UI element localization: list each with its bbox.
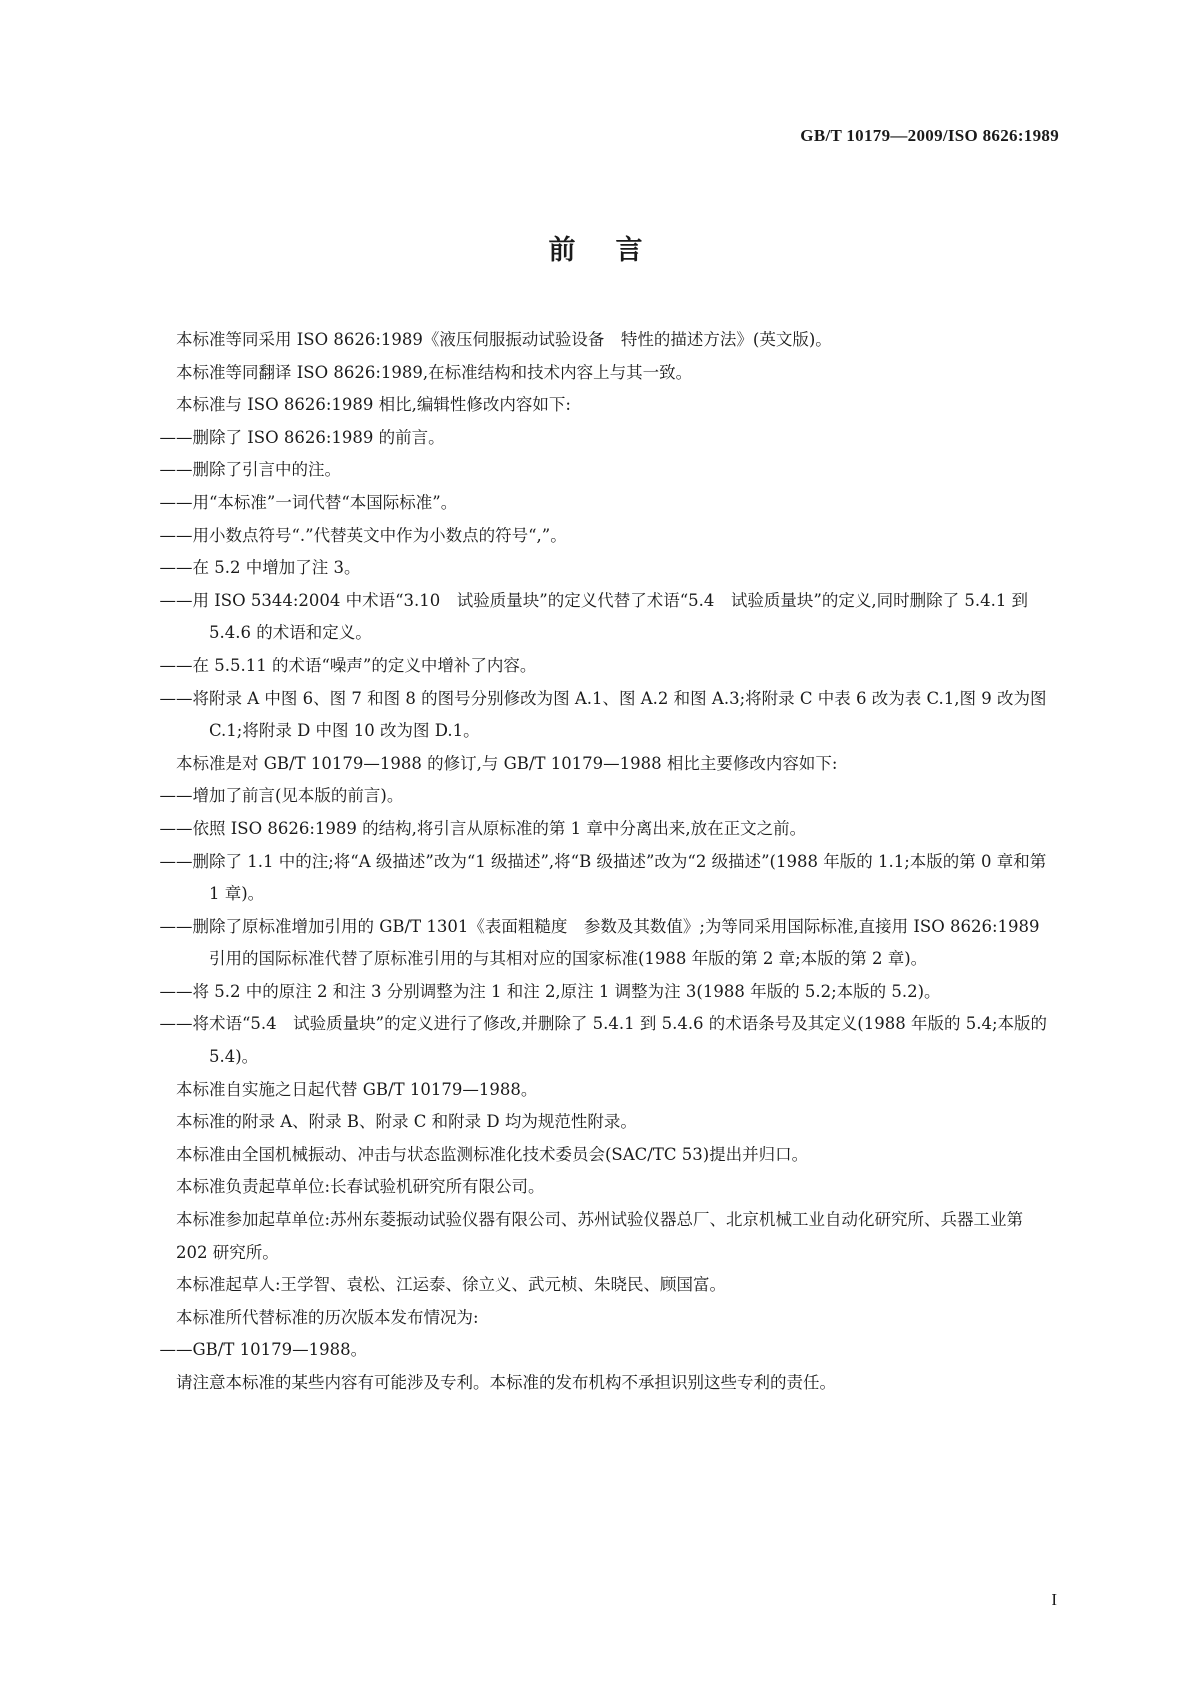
paragraph: 本标准的附录 A、附录 B、附录 C 和附录 D 均为规范性附录。 <box>176 1112 637 1132</box>
paragraph: 本标准所代替标准的历次版本发布情况为: <box>176 1307 479 1327</box>
paragraph: 本标准参加起草单位:苏州东菱振动试验仪器有限公司、苏州试验仪器总厂、北京机械工业自动化研究所、兵器工业第 202 研究所。 <box>176 1210 1024 1262</box>
list-item: ——将术语“5.4 试验质量块”的定义进行了修改,并删除了 5.4.1 到 5.4.6 的术语条号及其定义(1988 年版的 5.4;本版的 5.4)。 <box>159 1014 1048 1067</box>
standard-code: GB/T 10179—2009/ISO 8626:1989 <box>800 126 1059 145</box>
list-item: ——依照 ISO 8626:1989 的结构,将引言从原标准的第 1 章中分离出来,放在正文之前。 <box>159 818 807 838</box>
list-item: ——删除了 1.1 中的注;将“A 级描述”改为“1 级描述”,将“B 级描述”改为“2 级描述”(1988 年版的 1.1;本版的第 0 章和第 1 章)。 <box>159 851 1047 904</box>
list-item: ——用小数点符号“.”代替英文中作为小数点的符号“,”。 <box>159 525 567 545</box>
list-item: ——删除了 ISO 8626:1989 的前言。 <box>159 427 445 447</box>
list-item: ——将 5.2 中的原注 2 和注 3 分别调整为注 1 和注 2,原注 1 调整为注 3(1988 年版的 5.2;本版的 5.2)。 <box>159 981 941 1001</box>
page-title: 前言 <box>548 235 683 266</box>
list-item: ——在 5.5.11 的术语“噪声”的定义中增补了内容。 <box>159 655 537 675</box>
list-item: ——GB/T 10179—1988。 <box>159 1340 368 1360</box>
list-item: ——将附录 A 中图 6、图 7 和图 8 的图号分别修改为图 A.1、图 A.2 和图 A.3;将附录 C 中表 6 改为表 C.1,图 9 改为图 C.1;将附录 D 中图 10 改为图 D.1。 <box>159 688 1047 741</box>
paragraph: 本标准与 ISO 8626:1989 相比,编辑性修改内容如下: <box>176 395 571 415</box>
paragraph: 本标准由全国机械振动、冲击与状态监测标准化技术委员会(SAC/TC 53)提出并归口。 <box>176 1144 809 1164</box>
paragraph: 本标准负责起草单位:长春试验机研究所有限公司。 <box>176 1177 545 1197</box>
list-item: ——增加了前言(见本版的前言)。 <box>159 786 404 806</box>
list-item: ——删除了引言中的注。 <box>159 460 341 480</box>
paragraph: 本标准等同翻译 ISO 8626:1989,在标准结构和技术内容上与其一致。 <box>176 362 693 382</box>
page-number: I <box>1051 1590 1057 1609</box>
list-item: ——用 ISO 5344:2004 中术语“3.10 试验质量块”的定义代替了术语“5.4 试验质量块”的定义,同时删除了 5.4.1 到 5.4.6 的术语和定义。 <box>159 590 1029 643</box>
list-item: ——在 5.2 中增加了注 3。 <box>159 558 361 578</box>
list-item: ——删除了原标准增加引用的 GB/T 1301《表面粗糙度 参数及其数值》;为等同采用国际标准,直接用 ISO 8626:1989 引用的国际标准代替了原标准引用的与其相对应的国家标准(1988 年版的第 2 章;本版的第 2 章)。 <box>159 916 1040 969</box>
foreword-body <box>159 324 1054 1400</box>
list-item: ——用“本标准”一词代替“本国际标准”。 <box>159 492 458 512</box>
paragraph: 请注意本标准的某些内容有可能涉及专利。本标准的发布机构不承担识别这些专利的责任。 <box>176 1373 836 1392</box>
paragraph: 本标准自实施之日起代替 GB/T 10179—1988。 <box>176 1079 538 1099</box>
paragraph: 本标准起草人:王学智、袁松、江运泰、徐立义、武元桢、朱晓民、顾国富。 <box>176 1275 727 1295</box>
paragraph: 本标准等同采用 ISO 8626:1989《液压伺服振动试验设备 特性的描述方法》(英文版)。 <box>176 330 832 349</box>
paragraph: 本标准是对 GB/T 10179—1988 的修订,与 GB/T 10179—1988 相比主要修改内容如下: <box>176 753 838 773</box>
